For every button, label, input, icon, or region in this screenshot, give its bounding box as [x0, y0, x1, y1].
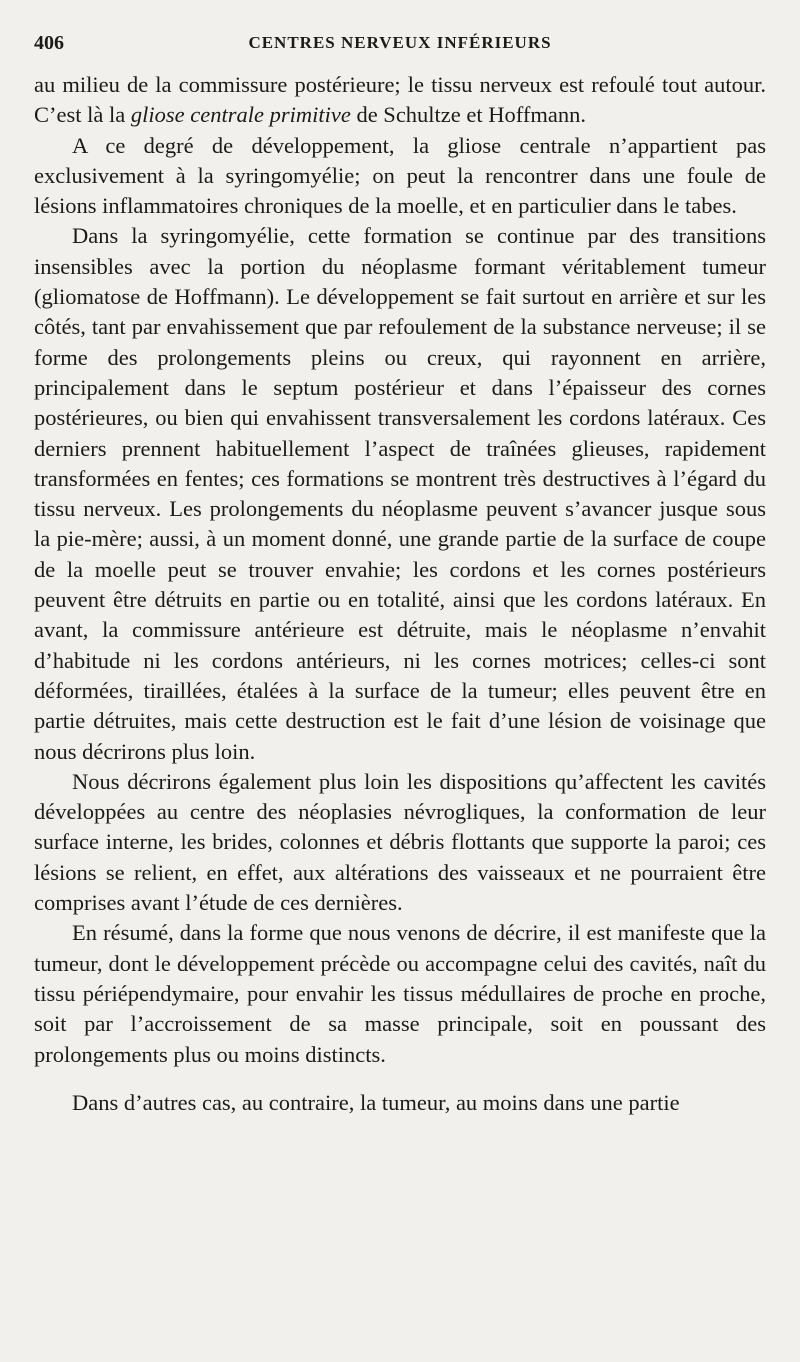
paragraph-5: En résumé, dans la forme que nous venons de décrire, il est manifeste que la tumeur, dont le développement précède ou accompagne celui des cavités, naît du tissu périépendymaire, pour envahir les tissus médullaires de proche en proche, soit par l’accroissement de sa masse principale, soit en poussant des prolongements plus ou moins distincts.	[34, 920, 766, 1067]
paragraph-3: Dans la syringomyélie, cette formation se continue par des transitions insensibles avec la portion du néoplasme formant véritablement tumeur (gliomatose de Hoffmann). Le développement se fait surtout en arrière et sur les côtés, tant par envahissement que par refoulement de la substance nerveuse; il se forme des prolongements pleins ou creux, qui rayonnent en arrière, principalement dans le septum postérieur et dans l’épaisseur des cornes postérieures, ou bien qui envahissent transversalement les cordons latéraux. Ces derniers prennent habituellement l’aspect de traînées glieuses, rapidement transformées en fentes; ces formations se montrent très destructives à l’égard du tissu nerveux. Les prolongements du néoplasme peuvent s’avancer jusque sous la pie-mère; aussi, à un moment donné, une grande partie de la surface de coupe de la moelle peut se trouver envahie; les cordons et les cornes postérieurs peuvent être détruits en partie ou en totalité, ainsi que les cordons latéraux. En avant, la commissure antérieure est détruite, mais le néoplasme n’envahit d’habitude ni les cordons antérieurs, ni les cornes motrices; celles-ci sont déformées, tiraillées, étalées à la surface de la tumeur; elles peuvent être en partie détruites, mais cette destruction est le fait d’une lésion de voisinage que nous décrirons plus loin.	[34, 223, 766, 764]
paragraph-1-text-after: de Schultze et Hoffmann.	[350, 102, 586, 128]
paragraph-1-italic-term: gliose centrale primitive	[130, 102, 351, 128]
paragraph-4: Nous décrirons également plus loin les dispositions qu’affectent les cavités développées au centre des néoplasies névrogliques, la conformation de leur surface interne, les brides, colonnes et débris flottants que supporte la paroi; ces lésions se relient, en effet, aux altérations des vaisseaux et ne pourraient être comprises avant l’étude de ces dernières.	[34, 768, 766, 916]
paragraph-1	[34, 70, 766, 131]
page-header	[34, 30, 766, 58]
paragraph-6: Dans d’autres cas, au contraire, la tumeur, au moins dans une partie	[72, 1089, 680, 1115]
paragraph-2: A ce degré de développement, la gliose centrale n’appartient pas exclusivement à la syringomyélie; on peut la rencontrer dans une foule de lésions inflammatoires chroniques de la moelle, et en particulier dans le tabes.	[34, 132, 766, 219]
page-number: 406	[34, 32, 64, 54]
paragraph-1-text-before: au milieu de la commissure postérieure; le tissu nerveux est refoulé tout autour. C’est là la	[34, 72, 766, 128]
running-title: CENTRES NERVEUX INFÉRIEURS	[248, 33, 552, 52]
